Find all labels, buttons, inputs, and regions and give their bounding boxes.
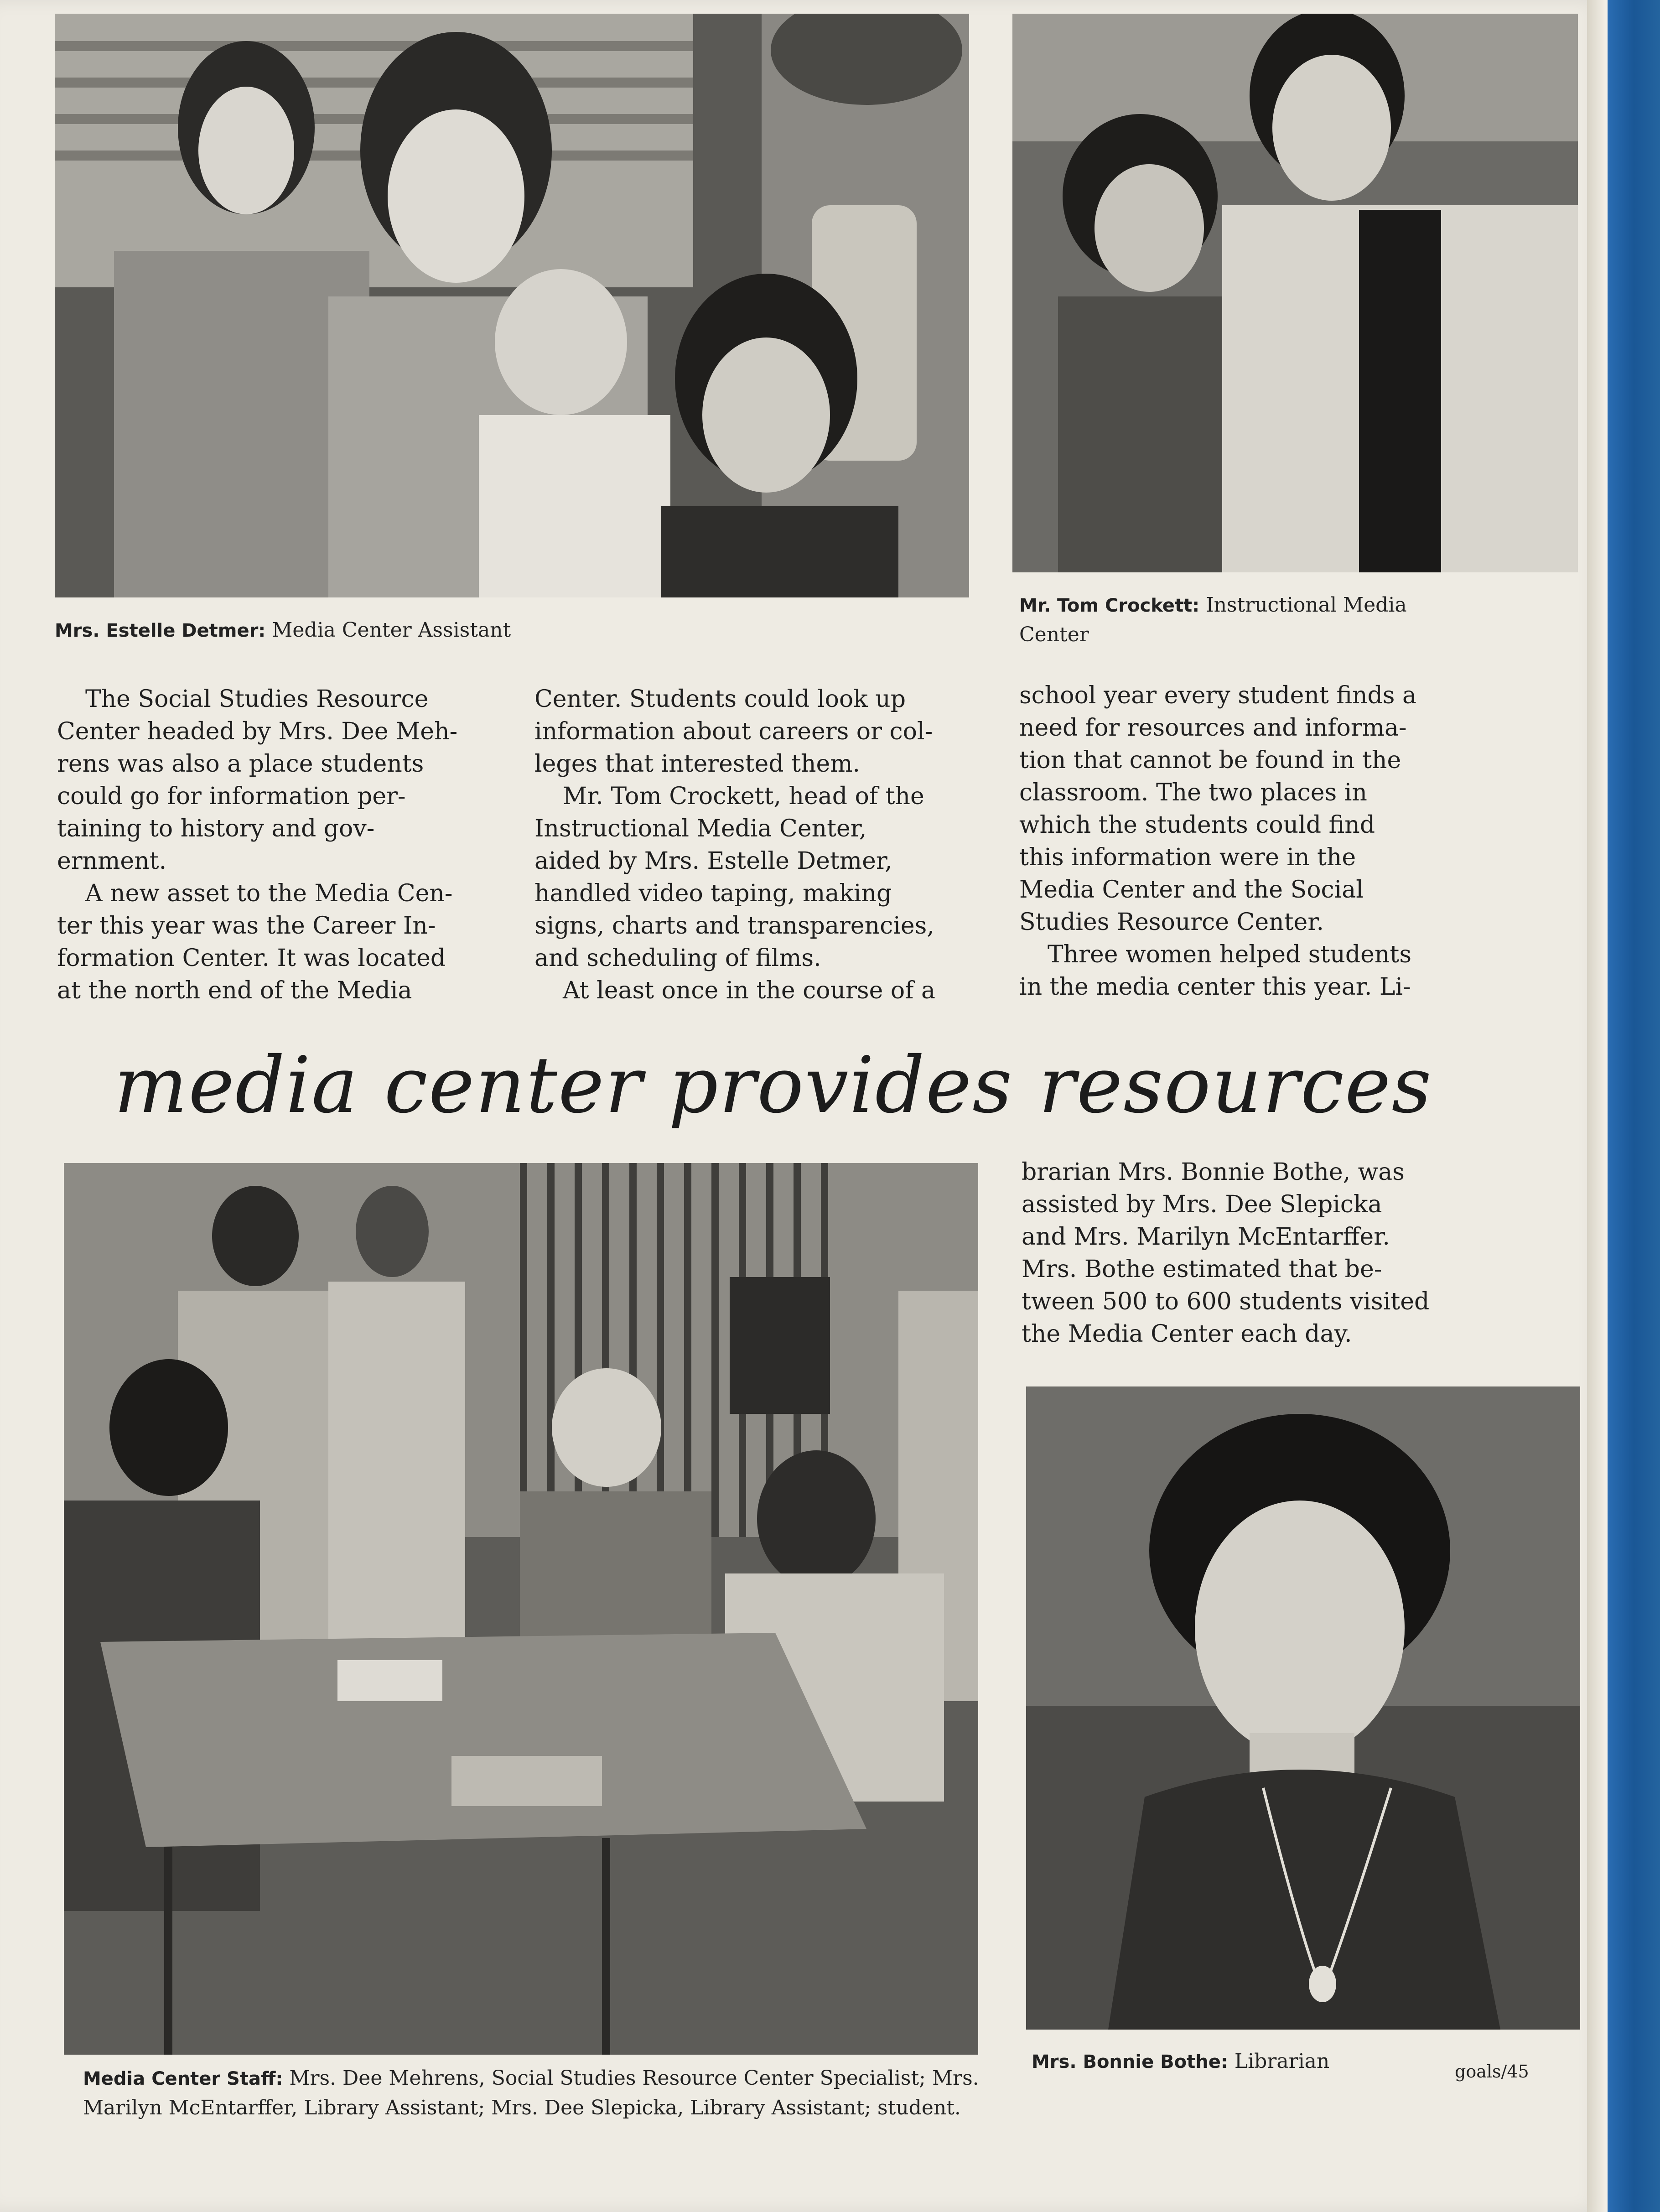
page-gutter — [1587, 0, 1608, 2212]
caption-bonnie-bothe — [1032, 2047, 1329, 2077]
text-line: in the media center this year. Li- — [1019, 973, 1411, 1001]
photo-estelle-detmer-image — [55, 14, 969, 597]
text-line: classroom. The two places in — [1019, 779, 1367, 806]
text-line: A new asset to the Media Cen- — [85, 880, 453, 907]
text-line: ernment. — [57, 847, 167, 875]
caption-name: Mrs. Estelle Detmer: — [55, 620, 266, 641]
caption-role-line2: Center — [1019, 623, 1089, 646]
photo-media-center-staff — [64, 1163, 978, 2055]
text-line: Center headed by Mrs. Dee Meh- — [57, 718, 458, 745]
text-line: information about careers or col- — [534, 718, 933, 745]
page-folio: goals/45 — [1455, 2061, 1529, 2082]
photo-bonnie-bothe — [1026, 1386, 1580, 2030]
text-line: tween 500 to 600 students visited — [1022, 1288, 1430, 1315]
text-line: need for resources and informa- — [1019, 714, 1407, 742]
text-line: leges that interested them. — [534, 750, 861, 778]
caption-role-line1: Instructional Media — [1206, 593, 1407, 617]
text-line: brarian Mrs. Bonnie Bothe, was — [1022, 1158, 1405, 1186]
caption-line1: Mrs. Dee Mehrens, Social Studies Resource Center Specialist; Mrs. — [289, 2067, 979, 2090]
caption-role: Media Center Assistant — [272, 618, 511, 642]
text-line: Media Center and the Social — [1019, 876, 1364, 903]
text-column-2 — [534, 683, 935, 1007]
caption-estelle-detmer — [55, 616, 511, 645]
text-column-3 — [1019, 680, 1416, 1003]
headline: media center provides resources — [114, 1040, 1432, 1131]
text-line: which the students could find — [1019, 811, 1375, 839]
text-line: this information were in the — [1019, 844, 1356, 871]
caption-line2: Marilyn McEntarffer, Library Assistant; Mrs. Dee Slepicka, Library Assistant; student. — [83, 2096, 961, 2119]
caption-tom-crockett — [1019, 591, 1407, 649]
text-line: Studies Resource Center. — [1019, 909, 1324, 936]
text-line: taining to history and gov- — [57, 815, 375, 842]
text-line: formation Center. It was located — [57, 945, 446, 972]
caption-role: Librarian — [1234, 2050, 1330, 2073]
text-line: Three women helped students — [1048, 941, 1412, 968]
photo-bonnie-bothe-image — [1026, 1386, 1580, 2030]
photo-tom-crockett — [1012, 14, 1578, 572]
text-line: Center. Students could look up — [534, 685, 906, 713]
text-line: signs, charts and transparencies, — [534, 912, 934, 940]
text-line: Mr. Tom Crockett, head of the — [563, 783, 924, 810]
text-line: school year every student finds a — [1019, 682, 1417, 709]
text-line: and Mrs. Marilyn McEntarffer. — [1022, 1223, 1390, 1251]
text-column-1 — [57, 683, 457, 1007]
text-line: At least once in the course of a — [563, 977, 935, 1004]
photo-estelle-detmer — [55, 14, 969, 597]
book-binding — [1608, 0, 1660, 2212]
text-column-3-continued — [1022, 1156, 1429, 1350]
text-line: Instructional Media Center, — [534, 815, 867, 842]
text-line: aided by Mrs. Estelle Detmer, — [534, 847, 892, 875]
caption-name: Media Center Staff: — [83, 2068, 283, 2089]
text-line: Mrs. Bothe estimated that be- — [1022, 1256, 1382, 1283]
text-line: at the north end of the Media — [57, 977, 412, 1004]
text-line: and scheduling of films. — [534, 945, 821, 972]
text-line: assisted by Mrs. Dee Slepicka — [1022, 1191, 1382, 1218]
text-line: could go for information per- — [57, 783, 406, 810]
photo-media-center-staff-image — [64, 1163, 978, 2055]
text-line: The Social Studies Resource — [85, 685, 429, 713]
caption-name: Mrs. Bonnie Bothe: — [1032, 2051, 1228, 2072]
text-line: handled video taping, making — [534, 880, 892, 907]
text-line: rens was also a place students — [57, 750, 424, 778]
text-line: the Media Center each day. — [1022, 1320, 1352, 1348]
caption-media-center-staff — [83, 2064, 979, 2123]
caption-name: Mr. Tom Crockett: — [1019, 595, 1200, 616]
text-line: ter this year was the Career In- — [57, 912, 436, 940]
photo-tom-crockett-image — [1012, 14, 1578, 572]
text-line: tion that cannot be found in the — [1019, 747, 1401, 774]
